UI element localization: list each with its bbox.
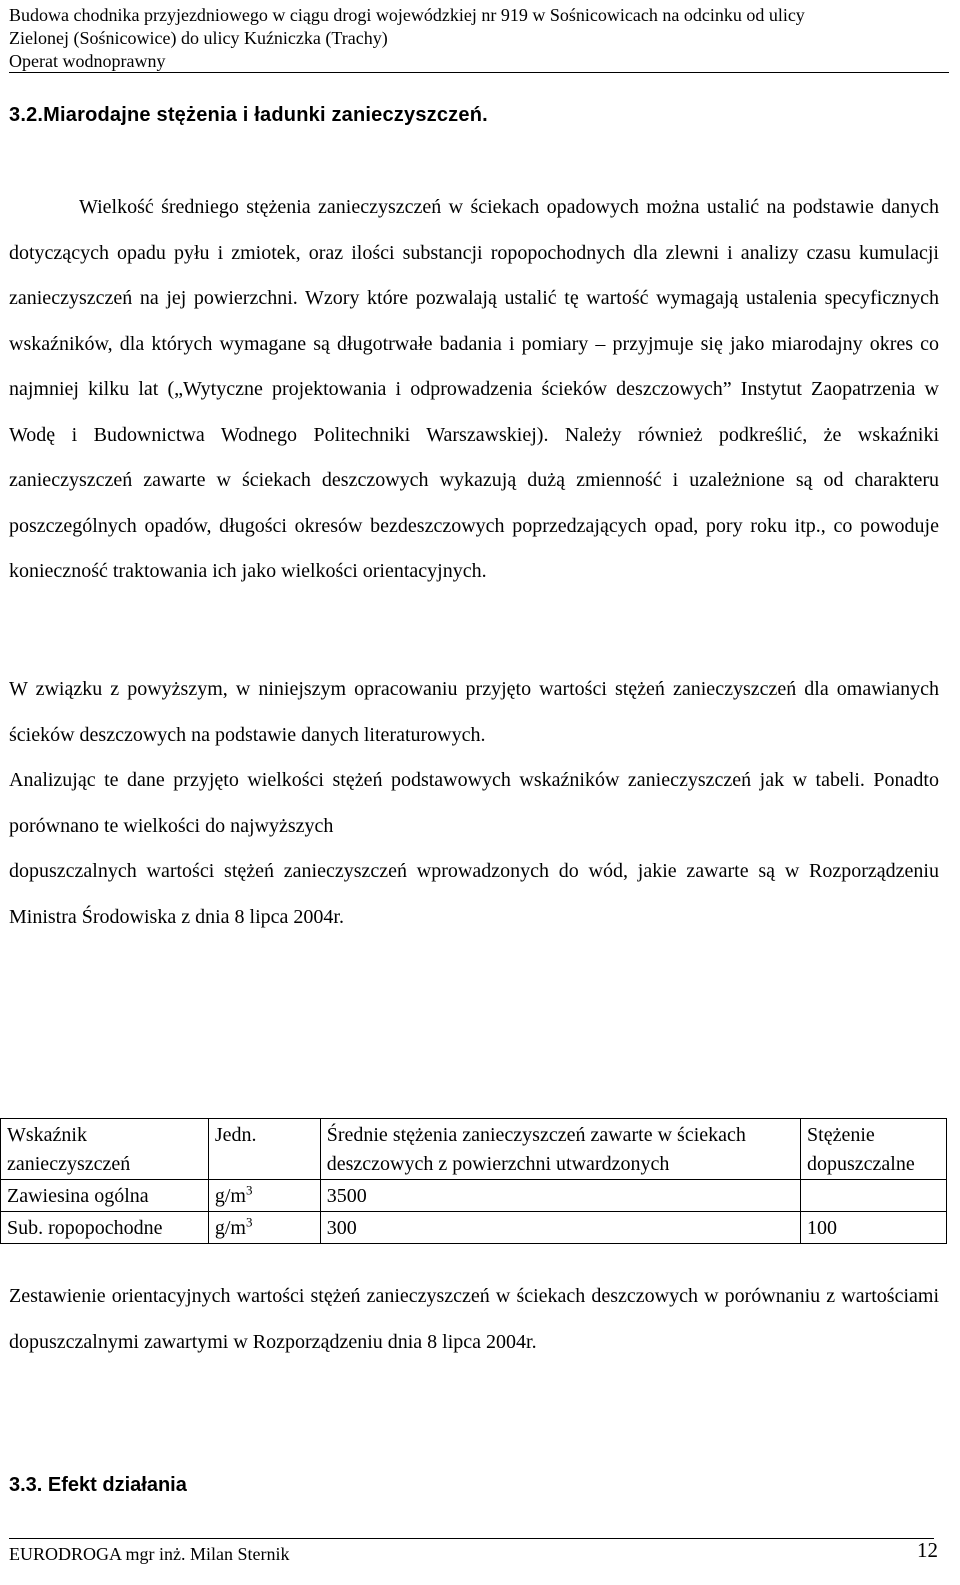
- cell-average: 300: [320, 1212, 800, 1244]
- table-row: [1, 1180, 947, 1212]
- header-title-line-1: Budowa chodnika przyjezdniowego w ciągu drogi wojewódzkiej nr 919 w Sośnicowicach na odcinku od ulicy: [9, 5, 805, 25]
- unit-exponent: 3: [245, 1182, 253, 1198]
- footer-divider: [9, 1538, 934, 1539]
- footer-author: EURODROGA mgr inż. Milan Sternik: [9, 1544, 290, 1564]
- cell-limit: 100: [801, 1212, 947, 1244]
- unit-exponent: 3: [245, 1214, 253, 1230]
- cell-average: 3500: [320, 1180, 800, 1212]
- table-header-row: [1, 1119, 947, 1180]
- page-header: [9, 4, 949, 73]
- header-permissible-concentration: Stężenie dopuszczalne: [801, 1119, 947, 1180]
- paragraph-regulation: dopuszczalnych wartości stężeń zanieczyszczeń wprowadzonych do wód, jakie zawarte są w Rozporządzeniu Ministra Środowiska z dnia 8 lipca 2004r.: [9, 860, 939, 928]
- unit-base: g/m: [214, 1185, 246, 1207]
- paragraph-literature: W związku z powyższym, w niniejszym opracowaniu przyjęto wartości stężeń zanieczyszczeń dla omawianych ścieków deszczowych na podstawie danych literaturowych.: [9, 678, 939, 746]
- paragraph-table-caption: Zestawienie orientacyjnych wartości stężeń zanieczyszczeń w ściekach deszczowych w porównaniu z wartościami dopuszczalnymi zawartymi w Rozporządzeniu dnia 8 lipca 2004r.: [9, 1285, 939, 1353]
- cell-limit: [801, 1180, 947, 1212]
- paragraph-analysis: Analizując te dane przyjęto wielkości stężeń podstawowych wskaźników zanieczyszczeń jak w tabeli. Ponadto porównano te wielkości do najwyższych: [9, 769, 939, 837]
- section-heading-2: 3.3. Efekt działania: [9, 1474, 187, 1496]
- paragraph-intro: [9, 185, 939, 595]
- header-divider: [9, 72, 949, 73]
- page-number: 12: [917, 1538, 938, 1562]
- cell-unit: [208, 1212, 320, 1244]
- unit-base: g/m: [214, 1217, 246, 1239]
- section-heading: 3.2.Miarodajne stężenia i ładunki zanieczyszczeń.: [9, 104, 488, 126]
- header-title-line-2: Zielonej (Sośnicowice) do ulicy Kuźniczka (Trachy): [9, 28, 388, 48]
- paragraph-intro-text: Wielkość średniego stężenia zanieczyszczeń w ściekach opadowych można ustalić na podstawie danych dotyczących opadu pyłu i zmiotek, oraz ilości substancji ropopochodnych dla zlewni i analizy czasu kumulacji zanieczyszczeń na jej powierzchni. Wzory które pozwalają ustalić tę wartość wymagają ustalenia specyficznych wskaźników, dla których wymagane są długotrwałe badania i pomiary – przyjmuje się jako miarodajny okres co najmniej kilku lat („Wytyczne projektowania i odprowadzenia ścieków deszczowych” Instytut Zaopatrzenia w Wodę i Budownictwa Wodnego Politechniki Warszawskiej). Należy również podkreślić, że wskaźniki zanieczyszczeń zawarte w ściekach deszczowych wykazują dużą zmienność i uzależnione są od charakteru poszczególnych opadów, długości okresów bezdeszczowych poprzedzających opad, pory roku itp., co powoduje konieczność traktowania ich jako wielkości orientacyjnych.: [9, 196, 939, 582]
- header-document-type: Operat wodnoprawny: [9, 51, 166, 71]
- cell-indicator: Sub. ropopochodne: [1, 1212, 209, 1244]
- header-unit: Jedn.: [208, 1119, 320, 1180]
- table-row: [1, 1212, 947, 1244]
- cell-indicator: Zawiesina ogólna: [1, 1180, 209, 1212]
- pollutant-table: [0, 1118, 947, 1244]
- cell-unit: [208, 1180, 320, 1212]
- header-average-concentration: Średnie stężenia zanieczyszczeń zawarte w ściekach deszczowych z powierzchni utwardzonych: [320, 1119, 800, 1180]
- header-indicator: Wskaźnik zanieczyszczeń: [1, 1119, 209, 1180]
